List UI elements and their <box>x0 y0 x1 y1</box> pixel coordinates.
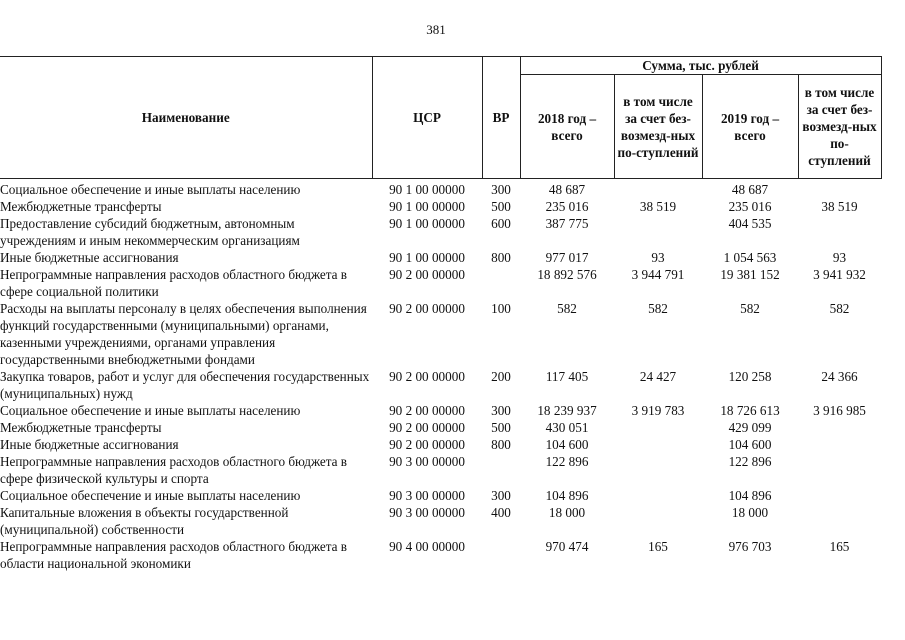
cell-vr: 800 <box>491 250 511 265</box>
cell-csr: 90 1 00 00000 <box>389 216 465 231</box>
header-2018-total: 2018 год – всего <box>520 75 614 179</box>
cell-2018-free: 24 427 <box>639 369 677 384</box>
cell-vr: 300 <box>491 403 511 418</box>
cell-2019-free: 3 941 932 <box>813 267 866 282</box>
cell-vr: 100 <box>491 301 511 316</box>
cell-csr: 90 2 00 00000 <box>389 267 465 282</box>
cell-2018-free: 3 919 783 <box>631 403 685 418</box>
cell-2018-total: 18 892 576 <box>537 267 597 282</box>
table-row <box>0 436 881 453</box>
cell-2019-total: 429 099 <box>728 420 772 435</box>
cell-2019-free: 93 <box>832 250 847 265</box>
cell-2019-total: 104 600 <box>728 437 772 452</box>
cell-name: Иные бюджетные ассигнования <box>0 437 179 452</box>
table-row <box>0 179 881 199</box>
cell-2018-free: 93 <box>651 250 665 265</box>
cell-2019-free: 582 <box>829 301 850 316</box>
cell-name: Закупка товаров, работ и услуг для обеспечения государственных (муниципальных) нужд <box>0 369 370 401</box>
cell-2018-total: 430 051 <box>545 420 589 435</box>
table-row <box>0 419 881 436</box>
table-row <box>0 198 881 215</box>
cell-name: Непрограммные направления расходов областного бюджета в области национальной экономики <box>0 539 348 571</box>
cell-2018-free <box>614 453 702 487</box>
cell-2018-free: 3 944 791 <box>631 267 685 282</box>
cell-csr: 90 2 00 00000 <box>389 437 465 452</box>
cell-2018-total: 122 896 <box>545 454 589 469</box>
table-row <box>0 249 881 266</box>
cell-2019-total: 19 381 152 <box>720 267 780 282</box>
cell-2019-total: 104 896 <box>728 488 772 503</box>
budget-table <box>0 56 882 572</box>
cell-csr: 90 3 00 00000 <box>389 454 465 469</box>
cell-2018-total: 970 474 <box>545 539 589 554</box>
cell-name: Социальное обеспечение и иные выплаты населению <box>0 488 301 503</box>
cell-csr: 90 1 00 00000 <box>389 250 465 265</box>
table-row <box>0 453 881 487</box>
cell-vr: 400 <box>491 505 511 520</box>
cell-2019-total: 976 703 <box>728 539 772 554</box>
cell-vr: 500 <box>491 199 511 214</box>
table-row <box>0 504 881 538</box>
table-header <box>0 57 881 179</box>
cell-2019-free <box>798 487 881 504</box>
cell-2019-free <box>798 215 881 249</box>
cell-2019-total: 18 000 <box>731 505 769 520</box>
cell-name: Предоставление субсидий бюджетным, автономным учреждениям и иным некоммерческим организациям <box>0 216 300 248</box>
cell-2018-total: 18 000 <box>548 505 586 520</box>
cell-name: Иные бюджетные ассигнования <box>0 250 179 265</box>
cell-2018-free <box>614 436 702 453</box>
cell-vr: 500 <box>491 420 511 435</box>
cell-vr: 800 <box>491 437 511 452</box>
cell-2018-free <box>614 179 702 199</box>
cell-2018-total: 977 017 <box>545 250 589 265</box>
header-2019-free: в том числе за счет без-возмезд-ных по-ступлений <box>798 75 881 179</box>
cell-2019-free: 165 <box>829 539 850 554</box>
header-vr: ВР <box>482 57 520 179</box>
cell-name: Непрограммные направления расходов областного бюджета в сфере физической культуры и спорта <box>0 454 348 486</box>
cell-vr: 300 <box>491 488 511 503</box>
cell-2018-free <box>614 215 702 249</box>
cell-2019-total: 582 <box>740 301 760 316</box>
cell-csr: 90 2 00 00000 <box>389 403 465 418</box>
cell-vr: 600 <box>491 216 511 231</box>
cell-csr: 90 1 00 00000 <box>389 199 465 214</box>
header-csr: ЦСР <box>372 57 482 179</box>
cell-2018-free <box>614 419 702 436</box>
cell-2019-total: 122 896 <box>728 454 772 469</box>
cell-vr <box>482 538 520 572</box>
cell-csr: 90 3 00 00000 <box>389 505 465 520</box>
cell-csr: 90 2 00 00000 <box>389 420 465 435</box>
cell-2019-total: 120 258 <box>728 369 772 384</box>
table-row <box>0 538 881 572</box>
cell-name: Межбюджетные трансферты <box>0 420 162 435</box>
cell-name: Расходы на выплаты персоналу в целях обеспечения выполнения функций государственными (муниципальными) органами, казенными учреждениями, органами управления государственными внебюджетными фондами <box>0 301 367 367</box>
cell-2018-total: 387 775 <box>545 216 589 231</box>
cell-2019-total: 235 016 <box>728 199 772 214</box>
cell-name: Межбюджетные трансферты <box>0 199 162 214</box>
cell-name: Социальное обеспечение и иные выплаты населению <box>0 403 301 418</box>
header-name: Наименование <box>0 57 372 179</box>
cell-name: Капитальные вложения в объекты государственной (муниципальной) собственности <box>0 505 289 537</box>
cell-2019-free: 3 916 985 <box>813 403 866 418</box>
cell-name: Непрограммные направления расходов областного бюджета в сфере социальной политики <box>0 267 348 299</box>
table-row <box>0 215 881 249</box>
cell-2018-free: 165 <box>648 539 668 554</box>
cell-2018-total: 117 405 <box>545 369 589 384</box>
cell-2018-total: 48 687 <box>548 182 586 197</box>
cell-2019-total: 48 687 <box>731 182 769 197</box>
cell-vr: 300 <box>491 182 511 197</box>
header-sum: Сумма, тыс. рублей <box>520 57 881 75</box>
table-row <box>0 368 881 402</box>
table-row <box>0 402 881 419</box>
cell-csr: 90 1 00 00000 <box>389 182 465 197</box>
cell-2019-total: 404 535 <box>728 216 772 231</box>
header-2019-total: 2019 год – всего <box>702 75 798 179</box>
cell-2019-free <box>798 504 881 538</box>
cell-2018-free <box>614 504 702 538</box>
cell-csr: 90 2 00 00000 <box>389 369 465 384</box>
cell-2018-free: 582 <box>648 301 668 316</box>
cell-vr: 200 <box>491 369 511 384</box>
cell-name: Социальное обеспечение и иные выплаты населению <box>0 182 301 197</box>
cell-2019-free: 24 366 <box>821 369 858 384</box>
table-body <box>0 179 881 573</box>
cell-2019-total: 1 054 563 <box>723 250 777 265</box>
cell-2018-free: 38 519 <box>639 199 677 214</box>
table-row <box>0 487 881 504</box>
page-number: 381 <box>426 22 446 37</box>
cell-2019-free <box>798 453 881 487</box>
cell-2019-free: 38 519 <box>821 199 858 214</box>
cell-2018-total: 104 600 <box>545 437 589 452</box>
cell-2019-total: 18 726 613 <box>720 403 780 418</box>
cell-2019-free <box>798 419 881 436</box>
cell-csr: 90 4 00 00000 <box>389 539 465 554</box>
cell-vr <box>482 453 520 487</box>
table-row <box>0 300 881 368</box>
cell-2019-free <box>798 436 881 453</box>
cell-csr: 90 2 00 00000 <box>389 301 465 316</box>
header-2018-free: в том числе за счет без-возмезд-ных по-ступлений <box>614 75 702 179</box>
cell-csr: 90 3 00 00000 <box>389 488 465 503</box>
table-row <box>0 266 881 300</box>
cell-vr <box>482 266 520 300</box>
cell-2018-total: 582 <box>557 301 577 316</box>
cell-2018-total: 104 896 <box>545 488 589 503</box>
cell-2018-total: 18 239 937 <box>537 403 597 418</box>
cell-2018-free <box>614 487 702 504</box>
cell-2019-free <box>798 179 881 199</box>
cell-2018-total: 235 016 <box>545 199 589 214</box>
